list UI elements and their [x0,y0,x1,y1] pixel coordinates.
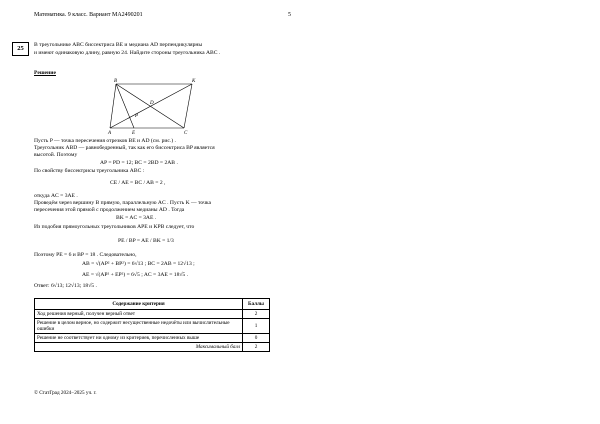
task-text-2: и имеют одинаковую длину, равную 24. Найдите стороны треугольника ABC . [34,50,221,56]
criteria-points: 0 [243,334,270,343]
label-C: C [184,131,188,134]
doc-header: Математика. 9 класс. Вариант МА2490201 [34,12,143,18]
label-K: K [192,79,196,84]
sol-line-7: пересечения этой прямой с продолжением медианы AD . Тогда [34,207,185,213]
criteria-header-points: Баллы [243,299,270,310]
task-number: 25 [12,42,29,56]
sol-line-9: Поэтому PE = 6 и BP = 18 . Следовательно, [34,252,137,258]
task-text-1: В треугольнике ABC биссектриса BE и медиана AD перпендикулярны [34,42,203,48]
label-P: P [135,114,139,119]
sol-line-1: Пусть P — точка пересечения отрезков BE и AD (см. рис.) . [34,138,176,144]
sol-line-5: откуда AC = 3AE . [34,193,78,199]
criteria-points: 2 [243,343,270,352]
segment-BC [116,84,184,128]
footer-copyright: © СтатГрад 2024−2025 уч. г. [34,390,97,396]
label-B: B [114,79,118,84]
criteria-points: 2 [243,310,270,319]
table-row [35,334,270,343]
segment-BE [116,84,134,128]
criteria-header-row [35,299,270,310]
sol-line-3: высотой. Поэтому [34,152,78,158]
criteria-text: Максимальный балл [35,343,243,352]
page-number: 5 [288,12,291,18]
table-row [35,343,270,352]
label-E: E [132,131,136,134]
segment-KC [184,84,192,128]
table-row [35,310,270,319]
segment-AK [110,84,192,128]
criteria-text: Ход решения верный, получен верный ответ [35,310,243,319]
answer: Ответ: 6√13; 12√13; 18√5 . [34,283,97,289]
sol-eq-1: AP = PD = 12; BC = 2BD = 2AB . [100,160,178,166]
label-A: A [108,131,112,134]
segment-BA [110,84,116,128]
sol-eq-5: AB = √(AP² + BP²) = 6√13 ; BC = 2AB = 12√13 ; [82,261,195,267]
criteria-header-content: Содержание критерия [35,299,243,310]
sol-eq-2: CE / AE = BC / AB = 2 , [110,180,166,186]
sol-line-2: Треугольник ABD — равнобедренный, так как его биссектриса BP является [34,145,215,151]
criteria-points: 1 [243,319,270,334]
sol-eq-6: AE = √(AP² + EP²) = 6√5 ; AC = 3AE = 18√5 . [82,272,189,278]
solution-label: Решение [34,70,56,76]
criteria-text: Решение в целом верное, но содержит несущественные недочёты или вычислительные ошибки [35,319,243,334]
criteria-table [34,298,270,352]
criteria-text: Решение не соответствует ни одному из критериев, перечисленных выше [35,334,243,343]
sol-line-4: По свойству биссектрисы треугольника ABC : [34,168,145,174]
table-row [35,319,270,334]
label-D: D [150,101,154,106]
sol-line-6: Проведём через вершину B прямую, параллельную AC . Пусть K — точка [34,200,211,206]
sol-line-8: Из подобия прямоугольных треугольников APE и KPB следует, что [34,224,195,230]
sol-eq-3: BK = AC = 3AE . [116,215,157,221]
geometry-diagram [100,76,210,134]
sol-eq-4: PE / BP = AE / BK = 1/3 [118,238,174,244]
